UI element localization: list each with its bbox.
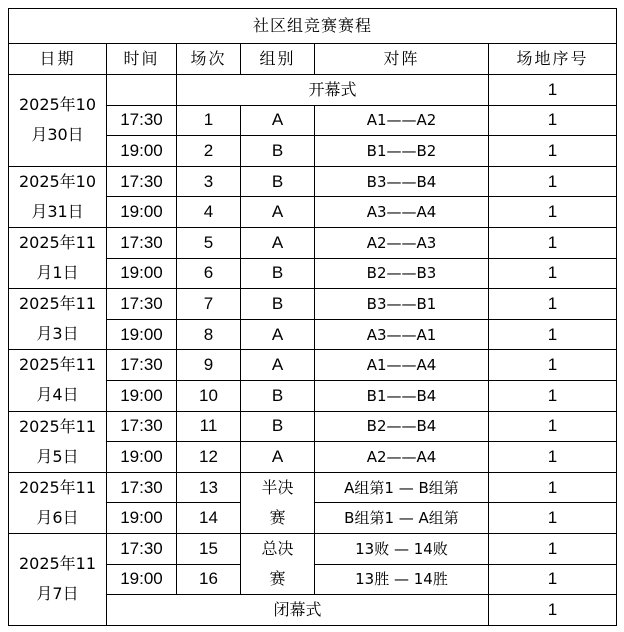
title-row bbox=[9, 9, 617, 44]
group-cell: B bbox=[241, 380, 315, 411]
venue-cell: 1 bbox=[489, 227, 617, 258]
game-no-cell: 6 bbox=[177, 258, 241, 289]
date-line: 月4日 bbox=[36, 385, 79, 405]
game-no-cell: 2 bbox=[177, 136, 241, 167]
match-cell: B1——B4 bbox=[315, 380, 489, 411]
match-cell: A组第1 — B组第 bbox=[315, 472, 489, 503]
date-line: 2025年11 bbox=[18, 477, 97, 497]
venue-cell: 1 bbox=[489, 75, 617, 106]
venue-cell: 1 bbox=[489, 411, 617, 442]
match-cell: B3——B4 bbox=[315, 166, 489, 197]
header-group: 组别 bbox=[241, 44, 315, 75]
header-date: 日期 bbox=[9, 44, 107, 75]
match-cell: 13败 — 14败 bbox=[315, 533, 489, 564]
group-cell: A bbox=[241, 105, 315, 136]
table-row bbox=[9, 350, 617, 381]
game-no-cell: 15 bbox=[177, 533, 241, 564]
group-cell: B bbox=[241, 258, 315, 289]
time-cell: 17:30 bbox=[107, 472, 177, 503]
match-cell: B3——B1 bbox=[315, 289, 489, 320]
date-cell bbox=[9, 350, 107, 411]
closing-ceremony: 闭幕式 bbox=[107, 595, 489, 626]
date-line: 2025年11 bbox=[18, 355, 97, 375]
game-no-cell: 11 bbox=[177, 411, 241, 442]
table-row bbox=[9, 75, 617, 106]
table-row bbox=[9, 166, 617, 197]
venue-cell: 1 bbox=[489, 197, 617, 228]
venue-cell: 1 bbox=[489, 289, 617, 320]
game-no-cell: 13 bbox=[177, 472, 241, 503]
header-game-no: 场次 bbox=[177, 44, 241, 75]
game-no-cell: 1 bbox=[177, 105, 241, 136]
time-cell: 17:30 bbox=[107, 166, 177, 197]
venue-cell: 1 bbox=[489, 595, 617, 626]
time-cell: 17:30 bbox=[107, 105, 177, 136]
empty-cell bbox=[107, 75, 177, 106]
time-cell: 19:00 bbox=[107, 197, 177, 228]
time-cell: 17:30 bbox=[107, 411, 177, 442]
time-cell: 19:00 bbox=[107, 380, 177, 411]
game-no-cell: 14 bbox=[177, 503, 241, 534]
stage-line: 赛 bbox=[269, 569, 286, 588]
group-cell: A bbox=[241, 197, 315, 228]
match-cell: 13胜 — 14胜 bbox=[315, 564, 489, 595]
group-cell: B bbox=[241, 166, 315, 197]
venue-cell: 1 bbox=[489, 258, 617, 289]
stage-line: 赛 bbox=[269, 507, 286, 527]
time-cell: 17:30 bbox=[107, 350, 177, 381]
time-cell: 17:30 bbox=[107, 227, 177, 258]
date-cell bbox=[9, 472, 107, 533]
group-cell: B bbox=[241, 136, 315, 167]
schedule-table bbox=[8, 8, 617, 626]
group-cell: B bbox=[241, 411, 315, 442]
group-cell: A bbox=[241, 442, 315, 473]
venue-cell: 1 bbox=[489, 166, 617, 197]
time-cell: 19:00 bbox=[107, 503, 177, 534]
header-venue: 场地序号 bbox=[489, 44, 617, 75]
date-line: 2025年11 bbox=[18, 554, 97, 574]
match-cell: A3——A1 bbox=[315, 319, 489, 350]
time-cell: 19:00 bbox=[107, 319, 177, 350]
game-no-cell: 12 bbox=[177, 442, 241, 473]
header-time: 时间 bbox=[107, 44, 177, 75]
schedule-page bbox=[8, 8, 617, 626]
table-row bbox=[9, 289, 617, 320]
table-row bbox=[9, 411, 617, 442]
date-line: 2025年11 bbox=[18, 416, 97, 436]
header-row bbox=[9, 44, 617, 75]
game-no-cell: 3 bbox=[177, 166, 241, 197]
game-no-cell: 9 bbox=[177, 350, 241, 381]
match-cell: A2——A3 bbox=[315, 227, 489, 258]
venue-cell: 1 bbox=[489, 380, 617, 411]
date-line: 月31日 bbox=[31, 201, 84, 221]
group-cell: A bbox=[241, 319, 315, 350]
match-cell: B2——B3 bbox=[315, 258, 489, 289]
match-cell: B1——B2 bbox=[315, 136, 489, 167]
match-cell: A1——A2 bbox=[315, 105, 489, 136]
date-cell bbox=[9, 411, 107, 472]
game-no-cell: 10 bbox=[177, 380, 241, 411]
match-cell: B2——B4 bbox=[315, 411, 489, 442]
table-title: 社区组竞赛赛程 bbox=[9, 9, 617, 44]
venue-cell: 1 bbox=[489, 442, 617, 473]
venue-cell: 1 bbox=[489, 533, 617, 564]
game-no-cell: 16 bbox=[177, 564, 241, 595]
date-line: 2025年11 bbox=[18, 294, 97, 314]
stage-cell bbox=[241, 533, 315, 594]
date-line: 月7日 bbox=[36, 584, 79, 604]
date-line: 月6日 bbox=[36, 507, 79, 527]
venue-cell: 1 bbox=[489, 136, 617, 167]
match-cell: B组第1 — A组第 bbox=[315, 503, 489, 534]
stage-line: 半决 bbox=[261, 477, 294, 497]
game-no-cell: 4 bbox=[177, 197, 241, 228]
date-cell bbox=[9, 227, 107, 288]
date-cell bbox=[9, 289, 107, 350]
date-line: 月5日 bbox=[36, 446, 79, 466]
opening-ceremony: 开幕式 bbox=[177, 75, 489, 106]
table-row bbox=[9, 472, 617, 503]
game-no-cell: 7 bbox=[177, 289, 241, 320]
match-cell: A3——A4 bbox=[315, 197, 489, 228]
game-no-cell: 8 bbox=[177, 319, 241, 350]
table-row bbox=[9, 227, 617, 258]
venue-cell: 1 bbox=[489, 319, 617, 350]
date-line: 2025年10 bbox=[18, 171, 97, 191]
date-line: 月3日 bbox=[36, 324, 79, 344]
venue-cell: 1 bbox=[489, 105, 617, 136]
date-cell bbox=[9, 75, 107, 167]
group-cell: B bbox=[241, 289, 315, 320]
time-cell: 17:30 bbox=[107, 289, 177, 320]
stage-line: 总决 bbox=[261, 539, 294, 558]
schedule-body bbox=[9, 75, 617, 626]
date-cell bbox=[9, 166, 107, 227]
game-no-cell: 5 bbox=[177, 227, 241, 258]
venue-cell: 1 bbox=[489, 350, 617, 381]
venue-cell: 1 bbox=[489, 564, 617, 595]
header-match: 对阵 bbox=[315, 44, 489, 75]
date-cell bbox=[9, 533, 107, 625]
time-cell: 19:00 bbox=[107, 564, 177, 595]
date-line: 2025年10 bbox=[18, 95, 97, 115]
time-cell: 19:00 bbox=[107, 136, 177, 167]
time-cell: 17:30 bbox=[107, 533, 177, 564]
table-row bbox=[9, 533, 617, 564]
time-cell: 19:00 bbox=[107, 442, 177, 473]
date-line: 月1日 bbox=[36, 263, 79, 283]
time-cell: 19:00 bbox=[107, 258, 177, 289]
group-cell: A bbox=[241, 350, 315, 381]
venue-cell: 1 bbox=[489, 503, 617, 534]
match-cell: A2——A4 bbox=[315, 442, 489, 473]
stage-cell bbox=[241, 472, 315, 533]
group-cell: A bbox=[241, 227, 315, 258]
venue-cell: 1 bbox=[489, 472, 617, 503]
date-line: 2025年11 bbox=[18, 233, 97, 253]
match-cell: A1——A4 bbox=[315, 350, 489, 381]
date-line: 月30日 bbox=[31, 125, 84, 145]
